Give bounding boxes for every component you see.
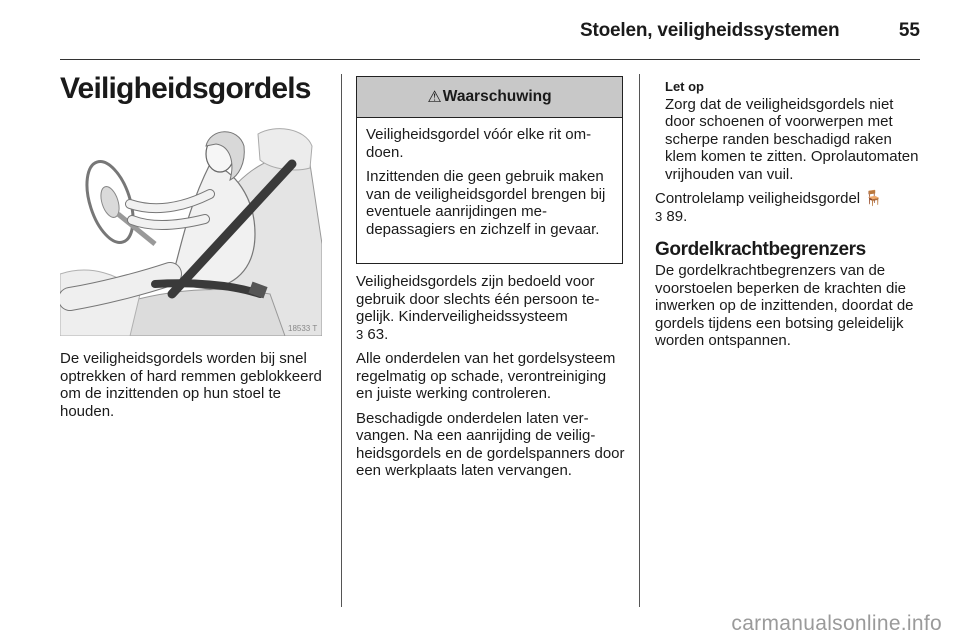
lamp-text: Controlelamp veiligheidsgordel xyxy=(655,190,861,207)
running-header-title: Stoelen, veiligheidssystemen xyxy=(580,20,840,41)
usage-text: Veiligheidsgordels zijn bedoeld voor gebruik door slechts één persoon tegelijk. Kinderveiligheidssysteem xyxy=(356,273,600,325)
figure-code: 18533 T xyxy=(288,324,318,333)
note-label: Let op xyxy=(665,79,704,94)
seatbelt-illustration xyxy=(60,124,322,336)
usage-paragraph xyxy=(356,273,626,343)
warning-paragraph-2: Inzittenden die geen gebruik maken van de veiligheidsgordel brengen bij eventuele aanrijdingen medepassagiers en zichzelf in gevaar. xyxy=(366,168,606,238)
warning-box xyxy=(356,76,623,264)
column-divider-2 xyxy=(639,74,640,607)
header-rule xyxy=(60,59,920,60)
intro-paragraph: De veiligheidsgordels worden bij snel optrekken of hard remmen geblokkeerd om de inzittenden op hun stoel te houden. xyxy=(60,350,322,420)
replacement-paragraph: Beschadigde onderdelen laten vervangen. Na een aanrijding de veiligheidsgordels en de gordelspanners door een werkplaats laten vervangen. xyxy=(356,409,625,479)
section-heading: Veiligheidsgordels xyxy=(60,72,311,105)
driver-seatbelt-drawing xyxy=(60,124,322,336)
right-column-text xyxy=(655,78,923,357)
lamp-paragraph xyxy=(655,190,923,225)
note-block xyxy=(655,78,923,183)
warning-paragraph-1: Veiligheidsgordel vóór elke rit omdoen. xyxy=(366,126,592,161)
middle-column-text xyxy=(356,273,626,487)
column-divider-1 xyxy=(341,74,342,607)
warning-triangle-icon: ⚠ xyxy=(427,89,442,106)
warning-title: Waarschuwing xyxy=(442,88,552,105)
reference-arrow-icon: 3 xyxy=(356,326,364,342)
inspection-paragraph: Alle onderdelen van het gordelsysteem regelmatig op schade, verontreiniging en juiste werking controleren. xyxy=(356,350,616,402)
watermark: carmanualsonline.info xyxy=(731,612,942,635)
lamp-page-ref[interactable]: 89. xyxy=(666,207,688,225)
reference-arrow-icon: 3 xyxy=(655,208,663,224)
usage-page-ref[interactable]: 63. xyxy=(367,325,389,343)
page-number: 55 xyxy=(898,20,920,41)
subsection-heading: Gordelkrachtbegrenzers xyxy=(655,239,866,260)
warning-body xyxy=(357,118,622,238)
warning-header xyxy=(357,77,622,118)
note-text: Zorg dat de veiligheidsgordels niet door schoenen of voorwerpen met scherpe randen beschadigd raken klem komen te zitten. Oprolautomaten vrijhouden van vuil. xyxy=(665,95,919,183)
left-column-text xyxy=(60,350,328,427)
seatbelt-lamp-icon: 🪑 xyxy=(864,190,883,207)
limiter-paragraph: De gordelkrachtbegrenzers van de voorstoelen beperken de krachten die inwerken op de inzittenden, doordat de gordels tijdens een botsing geleidelijk worden ontspannen. xyxy=(655,262,914,349)
